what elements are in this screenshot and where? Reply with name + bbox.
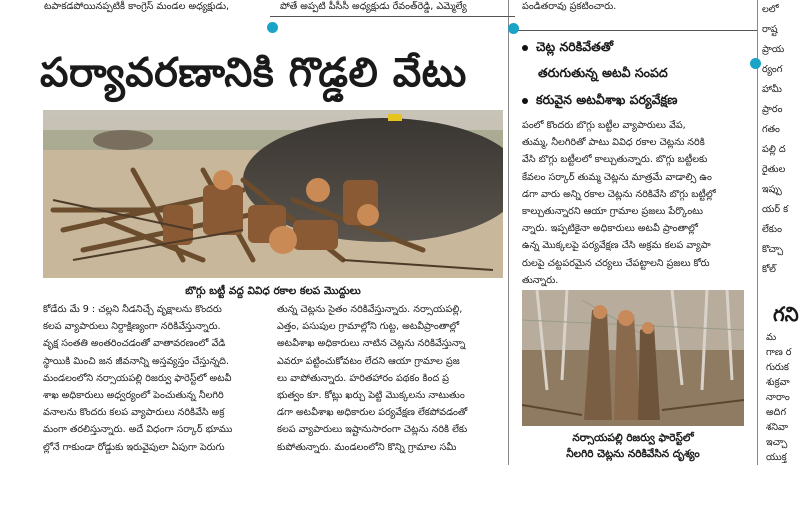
text-line: కుపోతున్నారు. మండలంలోని కొన్ని గ్రామాల సమీ xyxy=(277,441,457,453)
text-line: కలప వ్యాపారులు నిర్దాక్షిణ్యంగా నరికివేస్తున్నారు. xyxy=(43,321,221,333)
text-line: కోడేరు మే 9 : చల్లని నీడనిచ్చే వృక్షాలను కొందరు xyxy=(43,304,222,315)
text-line: ఇప్పు xyxy=(762,184,782,195)
text-line: శుక్రవా xyxy=(766,377,790,388)
photo2-caption-line-1: నర్సాయపల్లి రిజర్వు ఫారెస్ట్‌లో xyxy=(572,432,694,444)
photo-charcoal-kiln xyxy=(43,110,503,278)
badge-icon xyxy=(267,22,278,33)
article-column-2 xyxy=(277,301,503,461)
photo2-caption-line-2: నీలగిరి చెట్లను నరికివేసిన దృశ్యం xyxy=(566,448,700,460)
rule-line xyxy=(515,30,757,31)
text-line: ప్రారం xyxy=(762,104,783,115)
text-line: డగా అటవీశాఖ అధికారుల పర్యవేక్షణ లేకపోవడంతో xyxy=(277,407,468,419)
text-line: గతం xyxy=(762,124,780,135)
text-line: హామీ xyxy=(762,84,782,95)
text-line: తుమ్మ, నీలగిరితో పాటు వివిధ రకాల చెట్లను నరికి xyxy=(522,137,705,149)
bullet-icon xyxy=(522,98,528,104)
top-strip-left: టపాకడపోయినప్పటికీ కాంగ్రెస్ మండల అధ్యక్షుడు, xyxy=(44,1,230,12)
photo-charcoal-kiln-image xyxy=(43,110,503,278)
subhead-1: చెట్ల నరికివేతతో xyxy=(522,38,613,56)
text-line: మంగా తరలిస్తున్నారు. అదే విధంగా సర్కార్ భూము xyxy=(43,424,233,436)
column-divider xyxy=(757,0,758,465)
text-line: ప్రాయ xyxy=(762,44,785,55)
text-line: లలో xyxy=(762,4,779,15)
text-line: న్నారు. ఇప్పటికైనా అధికారులు అటవీ ప్రాంతాల్లో xyxy=(522,223,698,235)
top-strip-right: పండితరావు ప్రకటించారు. xyxy=(522,1,617,12)
text-line: లేకుం xyxy=(762,224,782,235)
text-line: శనివా xyxy=(766,422,789,433)
rule-line xyxy=(270,16,515,17)
photo2-caption xyxy=(522,430,744,462)
article-column-3 xyxy=(522,117,744,289)
text-line: వృక్ష సంతతి అంతరించడంతో వాతావరణంలో వేడి xyxy=(43,338,226,350)
text-line: ఎవరూ పట్టించుకోవటం లేదని ఆయా గ్రామాల ప్రజ xyxy=(277,355,460,367)
text-line: కొచ్చా xyxy=(762,244,784,255)
badge-icon xyxy=(750,58,761,69)
text-line: కాల్చుతున్నారని ఆయా గ్రామాల ప్రజలు పేర్కొంటు xyxy=(522,206,703,218)
text-line: భుత్వం కూ. కోట్లు ఖర్చు పెట్టి మొక్కలను నాటుతుం xyxy=(277,390,465,402)
text-line: లు వాపోతున్నారు. హరితహారం పథకం కింద ప్ర xyxy=(277,372,449,384)
text-line: మండలంలోని నర్సాయపల్లి రిజర్వు ఫారెస్ట్‌లో అటవీ xyxy=(43,372,232,384)
bullet-icon xyxy=(522,45,528,51)
article-column-1 xyxy=(43,301,265,461)
text-line: ర్యంగ xyxy=(762,64,783,75)
top-strip-middle: పోతే అప్పటి పీసీసీ అధ్యక్షుడు రేవంత్‌రెడ్డి, ఎమ్మెల్యే xyxy=(280,1,467,12)
text-line: నారాం xyxy=(766,392,790,403)
text-line: యుక్త xyxy=(766,452,787,463)
text-line: పంలో కొందరు బొగ్గు బట్టీల వ్యాపారులు వేప, xyxy=(522,120,686,131)
text-line: అటవీశాఖ అధికారులు నాటిన చెట్లను నరికివేస్తున్నా xyxy=(277,338,466,350)
text-line: స్థాయికి మించి జన జీవనాన్ని అస్తవ్యస్తం చేస్తున్నది. xyxy=(43,355,229,367)
right-edge-column-2 xyxy=(766,330,800,465)
text-line: గాణ ర xyxy=(766,347,792,358)
subhead-2: కరువైన అటవీశాఖ పర్యవేక్షణ xyxy=(522,91,677,109)
text-line: డగా వారు అన్ని రకాల చెట్లను నరికివేసి బొగ్గు బట్టీల్లో xyxy=(522,188,716,200)
text-line: మ xyxy=(766,332,777,343)
text-line: కోల్ xyxy=(762,264,776,275)
photo-cut-trees xyxy=(522,290,744,426)
badge-icon xyxy=(508,23,519,34)
text-line: తున్నారు. xyxy=(522,274,559,286)
subhead-1-continued: తరుగుతున్న అటవీ సంపద xyxy=(538,65,668,80)
text-line: ఎత్తం, పసుపుల గ్రామాల్లోని గుట్ట, అటవీప్రాంతాల్లో xyxy=(277,321,460,333)
headline: పర్యావరణానికి గొడ్డలి వేటు xyxy=(40,50,467,96)
text-line: కలప వ్యాపారులు ఇష్టానుసారంగా చెట్లను నరికి లేకు xyxy=(277,424,468,436)
text-line: వనాలను కొందరు కలప వ్యాపారులు నరికివేసి అక్ర xyxy=(43,407,225,419)
text-line: రాష్ట xyxy=(762,24,778,35)
text-line: కేవలం సర్కార్ తుమ్మ చెట్లను మాత్రమే వాడాల్సి ఉం xyxy=(522,171,712,183)
text-line: రైతుల xyxy=(762,164,786,175)
text-line: పల్లి ద xyxy=(762,144,786,155)
right-edge-column xyxy=(762,0,800,300)
text-line: ఇచ్చా xyxy=(766,437,788,448)
column-divider xyxy=(508,0,509,465)
photo-cut-trees-image xyxy=(522,290,744,426)
text-line: శాఖ అధికారులు అధ్వర్యంలో పెంచుతున్న నీలగిరి xyxy=(43,390,224,402)
text-line: వేసి బొగ్గు బట్టీలలో కాల్చుతున్నారు. బొగ్గు బట్టీలకు xyxy=(522,154,708,166)
text-line: ఉన్న మొక్కలపై పర్యవేక్షణ చేసి అక్రమ కలప వ్యాపా xyxy=(522,240,711,252)
text-line: గురుక xyxy=(766,362,789,373)
text-line: తున్న చెట్లను సైతం నరికివేస్తున్నారు. నర్సాయపల్లి, xyxy=(277,304,463,315)
text-line: అదిగ xyxy=(766,407,787,418)
right-edge-heading: గని xyxy=(773,302,799,326)
photo1-caption: బొగ్గు బట్టీ వద్ద వివిధ రకాల కలప మొద్దులు xyxy=(185,285,361,297)
text-line: ల్లోనే గాకుండా రోడ్డుకు ఇరువైపులా ఏపుగా పెరుగు xyxy=(43,441,225,453)
text-line: యర్ క xyxy=(762,204,789,215)
text-line: రులపై చట్టపరమైన చర్యలు చేపట్టాలని ప్రజలు కోరు xyxy=(522,257,710,269)
